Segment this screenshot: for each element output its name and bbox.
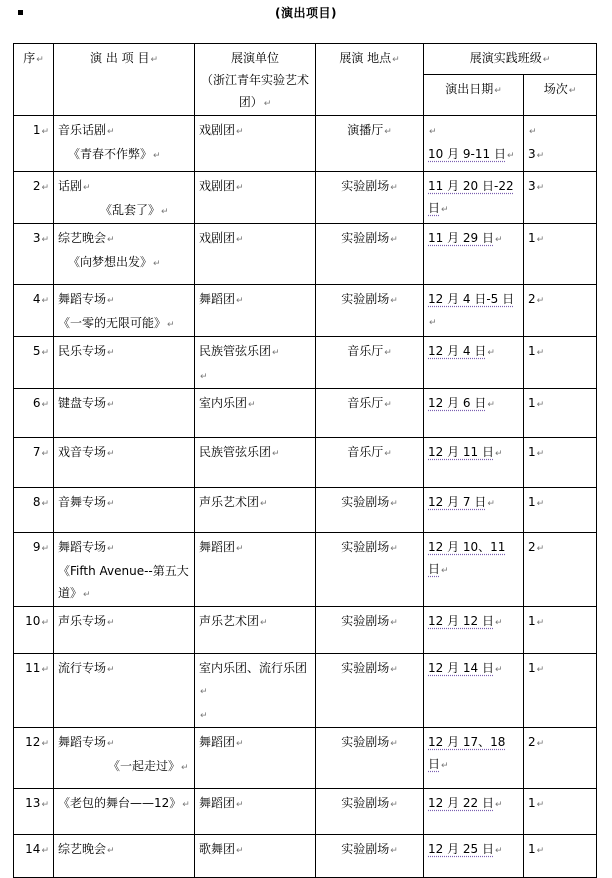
project-cell: 声乐专场↵: [54, 607, 195, 654]
table-row: [14, 285, 597, 337]
venue-cell: 音乐厅↵: [316, 389, 424, 438]
venue-cell: 实验剧场↵: [316, 285, 424, 337]
project-title: 《青春不作弊》: [68, 147, 153, 161]
venue-cell: 音乐厅↵: [316, 438, 424, 488]
row-number: 8↵: [14, 488, 54, 533]
venue-cell: 实验剧场↵: [316, 607, 424, 654]
row-number: 3↵: [14, 224, 54, 285]
project-title: 《向梦想出发》: [68, 255, 153, 269]
table-row: [14, 488, 597, 533]
project-cell: 流行专场↵: [54, 654, 195, 728]
unit-cell: 舞蹈团↵: [195, 789, 316, 835]
project-cell: 音乐话剧↵ 《青春不作弊》↵: [54, 116, 195, 172]
project-name: 键盘专场: [58, 396, 107, 410]
table-row: [14, 224, 597, 285]
venue-cell: 实验剧场↵: [316, 654, 424, 728]
project-name: 综艺晚会: [58, 231, 107, 245]
table-row: [14, 533, 597, 607]
project-name: 舞蹈专场: [58, 735, 107, 749]
shows-cell: 2↵: [524, 728, 597, 789]
unit-cell: 歌舞团↵: [195, 835, 316, 878]
date-cell: 12 月 25 日↵: [424, 835, 524, 878]
unit-cell: 舞蹈团↵: [195, 533, 316, 607]
header-venue: 展演 地点↵: [316, 44, 424, 116]
unit-cell: 民族管弦乐团↵: [195, 438, 316, 488]
date-cell: 12 月 4 日↵: [424, 337, 524, 389]
row-number: 2↵: [14, 172, 54, 224]
row-number: 1↵: [14, 116, 54, 172]
shows-cell: 3↵: [524, 172, 597, 224]
header-date: 演出日期↵: [424, 74, 524, 115]
project-cell: 舞蹈专场↵ 《Fifth Avenue--第五大道》↵: [54, 533, 195, 607]
shows-cell: 1↵: [524, 488, 597, 533]
shows-cell: 1↵: [524, 224, 597, 285]
project-name: 民乐专场: [58, 344, 107, 358]
project-title: 《Fifth Avenue--第五大道》: [58, 564, 189, 600]
project-cell: 民乐专场↵: [54, 337, 195, 389]
venue-cell: 演播厅↵: [316, 116, 424, 172]
shows-cell: 1↵: [524, 438, 597, 488]
unit-cell: 声乐艺术团↵: [195, 607, 316, 654]
project-name: 声乐专场: [58, 614, 107, 628]
unit-cell: 民族管弦乐团↵ ↵: [195, 337, 316, 389]
venue-cell: 实验剧场↵: [316, 172, 424, 224]
header-practice: 展演实践班级↵: [424, 44, 597, 75]
table-row: [14, 172, 597, 224]
unit-cell: 室内乐团↵: [195, 389, 316, 438]
project-cell: 综艺晚会↵ 《向梦想出发》↵: [54, 224, 195, 285]
project-cell: 舞蹈专场↵ 《一零的无限可能》↵: [54, 285, 195, 337]
unit-cell: 舞蹈团↵: [195, 285, 316, 337]
project-name: 舞蹈专场: [58, 540, 107, 554]
table-row: [14, 337, 597, 389]
date-cell: 12 月 17、18 日↵: [424, 728, 524, 789]
project-title: 《一零的无限可能》: [58, 316, 167, 330]
table-row: [14, 389, 597, 438]
project-name: 《老包的舞台——12》: [58, 796, 182, 810]
row-number: 6↵: [14, 389, 54, 438]
project-name: 综艺晚会: [58, 842, 107, 856]
table-row: [14, 835, 597, 878]
row-number: 4↵: [14, 285, 54, 337]
row-number: 11↵: [14, 654, 54, 728]
row-number: 7↵: [14, 438, 54, 488]
unit-cell: 舞蹈团↵: [195, 728, 316, 789]
shows-cell: 1↵: [524, 389, 597, 438]
project-cell: 戏音专场↵: [54, 438, 195, 488]
date-cell: 12 月 10、11 日↵: [424, 533, 524, 607]
date-cell: 12 月 4 日-5 日↵: [424, 285, 524, 337]
venue-cell: 实验剧场↵: [316, 224, 424, 285]
project-title: 《乱套了》: [100, 203, 161, 217]
table-row: [14, 116, 597, 172]
header-no: 序↵: [14, 44, 54, 116]
table-row: [14, 654, 597, 728]
date-cell: 12 月 12 日↵: [424, 607, 524, 654]
shows-cell: 1↵: [524, 654, 597, 728]
project-name: 音乐话剧: [58, 123, 107, 137]
table-row: [14, 789, 597, 835]
shows-cell: 2↵: [524, 285, 597, 337]
shows-cell: 2↵: [524, 533, 597, 607]
table-row: [14, 438, 597, 488]
date-cell: 12 月 7 日↵: [424, 488, 524, 533]
venue-cell: 实验剧场↵: [316, 488, 424, 533]
date-cell: 12 月 22 日↵: [424, 789, 524, 835]
venue-cell: 实验剧场↵: [316, 728, 424, 789]
unit-cell: 戏剧团↵: [195, 224, 316, 285]
page-title: (演出项目): [275, 6, 337, 20]
performance-table: [13, 43, 597, 878]
row-number: 9↵: [14, 533, 54, 607]
shows-cell: 1↵: [524, 607, 597, 654]
table-row: [14, 728, 597, 789]
shows-cell: 1↵: [524, 789, 597, 835]
venue-cell: 实验剧场↵: [316, 533, 424, 607]
venue-cell: 实验剧场↵: [316, 789, 424, 835]
project-name: 话剧: [58, 179, 83, 193]
venue-cell: 音乐厅↵: [316, 337, 424, 389]
unit-cell: 声乐艺术团↵: [195, 488, 316, 533]
project-cell: 《老包的舞台——12》↵: [54, 789, 195, 835]
project-name: 音舞专场: [58, 495, 107, 509]
header-unit: 展演单位 （浙江青年实验艺术团）↵: [195, 44, 316, 116]
date-cell: ↵ 10 月 9-11 日↵: [424, 116, 524, 172]
row-number: 5↵: [14, 337, 54, 389]
header-shows: 场次↵: [524, 74, 597, 115]
project-cell: 舞蹈专场↵ 《一起走过》↵: [54, 728, 195, 789]
project-cell: 话剧↵ 《乱套了》↵: [54, 172, 195, 224]
unit-cell: 戏剧团↵: [195, 116, 316, 172]
unit-cell: 戏剧团↵: [195, 172, 316, 224]
date-cell: 11 月 29 日↵: [424, 224, 524, 285]
row-number: 10↵: [14, 607, 54, 654]
date-cell: 12 月 11 日↵: [424, 438, 524, 488]
row-number: 12↵: [14, 728, 54, 789]
row-number: 13↵: [14, 789, 54, 835]
unit-cell: 室内乐团、流行乐团↵ ↵: [195, 654, 316, 728]
date-cell: 12 月 14 日↵: [424, 654, 524, 728]
date-cell: 12 月 6 日↵: [424, 389, 524, 438]
table-row: [14, 607, 597, 654]
project-name: 流行专场: [58, 661, 107, 675]
header-project: 演 出 项 目↵: [54, 44, 195, 116]
shows-cell: 1↵: [524, 337, 597, 389]
shows-cell: ↵ 3↵: [524, 116, 597, 172]
project-title: 《一起走过》: [108, 759, 181, 773]
date-cell: 11 月 20 日-22 日↵: [424, 172, 524, 224]
project-name: 戏音专场: [58, 445, 107, 459]
project-name: 舞蹈专场: [58, 292, 107, 306]
shows-cell: 1↵: [524, 835, 597, 878]
project-cell: 综艺晚会↵: [54, 835, 195, 878]
project-cell: 音舞专场↵: [54, 488, 195, 533]
venue-cell: 实验剧场↵: [316, 835, 424, 878]
row-number: 14↵: [14, 835, 54, 878]
project-cell: 键盘专场↵: [54, 389, 195, 438]
